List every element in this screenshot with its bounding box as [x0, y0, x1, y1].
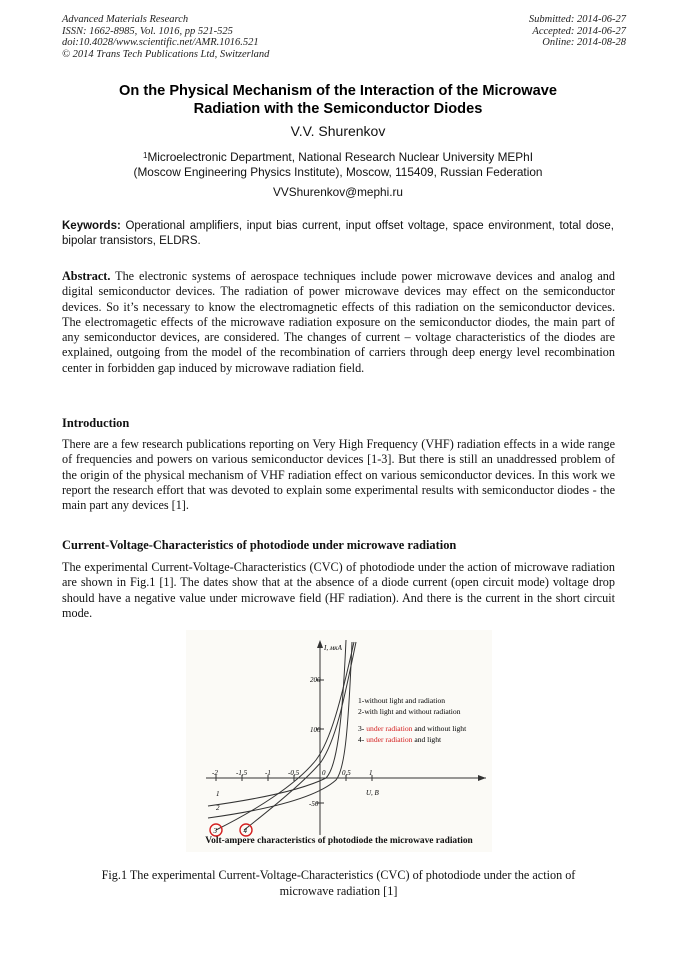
x-tick-label: 0 [322, 769, 326, 777]
x-tick-label: -1,5 [236, 769, 248, 777]
journal-issn: ISSN: 1662-8985, Vol. 1016, pp 521-525 [62, 25, 233, 37]
legend-item-1: 1-without light and radiation [358, 696, 446, 705]
author-email[interactable]: VVShurenkov@mephi.ru [272, 185, 403, 199]
affiliation: $^1$Microelectronic Department, National Research Nuclear University MEPhI (Moscow Engineering Physics Institute), Moscow, 115409, Russian Federation [133, 150, 543, 179]
paper-title: On the Physical Mechanism of the Interaction of the Microwave Radiation with the Semiconductor Diodes [119, 83, 557, 117]
curve-2 [208, 640, 346, 806]
x-tick-label: 1 [369, 769, 373, 777]
cvc-text: The experimental Current-Voltage-Characteristics (CVC) of photodiode under the action of microwave radiation are shown in Fig.1 [1]. The dates show that at the absence of a diode current (open circuit mode) voltage drop should have a negative value under microwave field (HF radiation). And there is the current in the short circuit mode. [62, 560, 615, 620]
journal-header [62, 14, 269, 60]
cvc-plot [186, 630, 492, 852]
curve-label-1: 1 [216, 790, 220, 798]
affiliation-marker: 1 [143, 151, 148, 160]
section-heading-introduction: Introduction [62, 416, 130, 430]
section-heading-cvc: Current-Voltage-Characteristics of photodiode under microwave radiation [62, 538, 457, 552]
y-tick-label: -50 [309, 800, 319, 808]
abstract-text: The electronic systems of aerospace techniques include power microwave devices and analog and digital semiconductor devices. The radiation of power microwave devices may effect on the semiconductor devices. So it’s necessary to know the electromagnetic effects of this radiation on the semiconductor devices. The electromagetic effects of the microwave radiation exposure on the semiconductor diodes, the main part of any semiconductor devices, are considered. The changes of current – voltage characteristics of the diodes are explained, outgoing from the model of the recombination of carriers through deep energy level recombination center in forbidden gap induced by microwave radiation field. [62, 269, 615, 375]
curve-label-3: 3 [213, 827, 217, 835]
figure-caption: Fig.1 The experimental Current-Voltage-Characteristics (CVC) of photodiode under the action of microwave radiation [1] [101, 868, 576, 898]
curve-label-4: 4 [243, 827, 247, 835]
journal-copyright: © 2014 Trans Tech Publications Ltd, Switzerland [62, 48, 270, 60]
legend-item-3: 3- under radiation and without light [358, 724, 467, 733]
x-tick-label: -0,5 [288, 769, 300, 777]
accepted-date: Accepted: 2014-06-27 [532, 25, 626, 37]
keywords [62, 219, 614, 249]
x-axis-label: U, В [366, 789, 379, 797]
online-date: Online: 2014-08-28 [542, 37, 626, 49]
abstract [62, 269, 615, 376]
journal-name: Advanced Materials Research [62, 14, 189, 25]
y-tick-label: 200 [310, 676, 321, 684]
x-axis-arrow [478, 775, 486, 781]
abstract-label: Abstract. [62, 269, 111, 283]
introduction-text: There are a few research publications reporting on Very High Frequency (VHF) radiation effects in a wide range of frequencies and powers on various semiconductor devices [1-3]. But there is still an unaddressed problem of the origin of the physical mechanism of VHF radiation effect on various semiconductor devices. In this work we report the research effort that was devoted to explain some experimental results with semiconductor diodes - the main part any devices [1]. [62, 437, 615, 513]
x-tick-label: -1 [265, 769, 271, 777]
y-axis-arrow [317, 640, 323, 648]
y-tick-label: 100 [310, 726, 321, 734]
x-tick-label: 0,5 [342, 769, 351, 777]
y-axis-label: I, мкА [324, 644, 342, 652]
curve-label-2: 2 [216, 804, 220, 812]
author-name: V.V. Shurenkov [290, 123, 386, 139]
legend-item-4: 4- under radiation and light [358, 735, 442, 744]
keywords-text: Operational amplifiers, input bias current, input offset voltage, space environment, total dose, bipolar transistors, ELDRS. [62, 220, 614, 247]
figure-1 [186, 630, 492, 852]
submitted-date: Submitted: 2014-06-27 [528, 14, 626, 25]
x-tick-label: -2 [212, 769, 218, 777]
keywords-label: Keywords: [62, 220, 121, 232]
curve-4 [244, 642, 356, 830]
figure-legend [358, 696, 467, 744]
figure-inner-caption: Volt-ampere characteristics of photodiode the microwave radiation [205, 836, 473, 846]
journal-doi: doi:10.4028/www.scientific.net/AMR.1016.521 [62, 37, 259, 49]
submission-dates [529, 14, 626, 49]
legend-item-2: 2-with light and without radiation [358, 707, 461, 716]
